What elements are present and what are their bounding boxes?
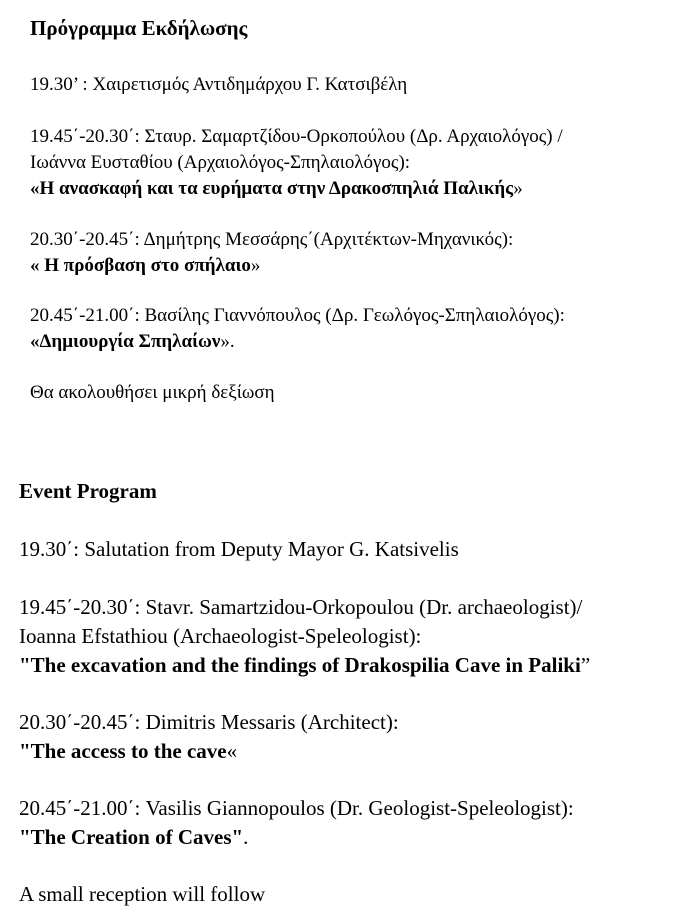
quote-close: ” xyxy=(580,653,591,677)
english-item-excavation-title xyxy=(19,653,590,678)
greek-item-access-title xyxy=(30,255,260,277)
english-item-welcome: 19.30΄: Salutation from Deputy Mayor G. Katsivelis xyxy=(19,537,459,561)
quote-close: » xyxy=(250,255,261,276)
talk-title: Δημιουργία Σπηλαίων xyxy=(39,331,221,352)
quote-open: « xyxy=(30,331,40,352)
english-item-access-speaker: 20.30΄-20.45΄: Dimitris Messaris (Architect): xyxy=(19,710,399,734)
quote-close: ». xyxy=(220,331,235,352)
quote-close: . xyxy=(243,825,249,849)
talk-title: Η πρόσβαση στο σπήλαιο xyxy=(44,255,251,276)
english-closing-note: A small reception will follow xyxy=(19,882,266,906)
quote-close: » xyxy=(513,178,523,199)
quote-open: « xyxy=(30,178,40,199)
greek-item-access-speaker: 20.30΄-20.45΄: Δημήτρης Μεσσάρης΄(Αρχιτέκτων-Μηχανικός): xyxy=(30,229,514,250)
greek-closing-note: Θα ακολουθήσει μικρή δεξίωση xyxy=(30,382,275,403)
greek-item-caves-title xyxy=(30,331,235,353)
english-item-excavation-speakers-line1: 19.45΄-20.30΄: Stavr. Samartzidou-Orkopoulou (Dr. archaeologist)/ xyxy=(19,595,583,619)
english-program-title: Event Program xyxy=(19,479,157,503)
greek-item-excavation-speakers-line1: 19.45΄-20.30΄: Σταυρ. Σαμαρτζίδου-Ορκοπούλου (Δρ. Αρχαιολόγος) / xyxy=(30,126,563,147)
talk-title: "The access to the cave xyxy=(19,739,227,763)
talk-title: Η ανασκαφή και τα ευρήματα στην Δρακοσπηλιά Παλικής xyxy=(39,178,514,199)
english-item-excavation-speakers-line2: Ioanna Efstathiou (Archaeologist-Speleologist): xyxy=(19,624,422,648)
english-item-caves-speaker: 20.45΄-21.00΄: Vasilis Giannopoulos (Dr. Geologist-Speleologist): xyxy=(19,796,574,820)
talk-title: "The Creation of Caves" xyxy=(19,825,244,849)
greek-item-caves-speaker: 20.45΄-21.00΄: Βασίλης Γιαννόπουλος (Δρ. Γεωλόγος-Σπηλαιολόγος): xyxy=(30,305,565,326)
greek-item-excavation-speakers-line2: Ιωάννα Ευσταθίου (Αρχαιολόγος-Σπηλαιολόγος): xyxy=(30,152,411,173)
quote-close: « xyxy=(226,739,238,763)
quote-open: « xyxy=(30,255,45,276)
greek-program-title: Πρόγραμμα Εκδήλωσης xyxy=(30,16,248,40)
english-item-caves-title xyxy=(19,825,248,850)
greek-item-welcome: 19.30’ : Χαιρετισμός Αντιδημάρχου Γ. Κατσιβέλη xyxy=(30,74,408,95)
greek-item-excavation-title xyxy=(30,178,523,200)
english-item-access-title xyxy=(19,739,237,764)
talk-title: "The excavation and the findings of Drakospilia Cave in Paliki xyxy=(19,653,581,677)
